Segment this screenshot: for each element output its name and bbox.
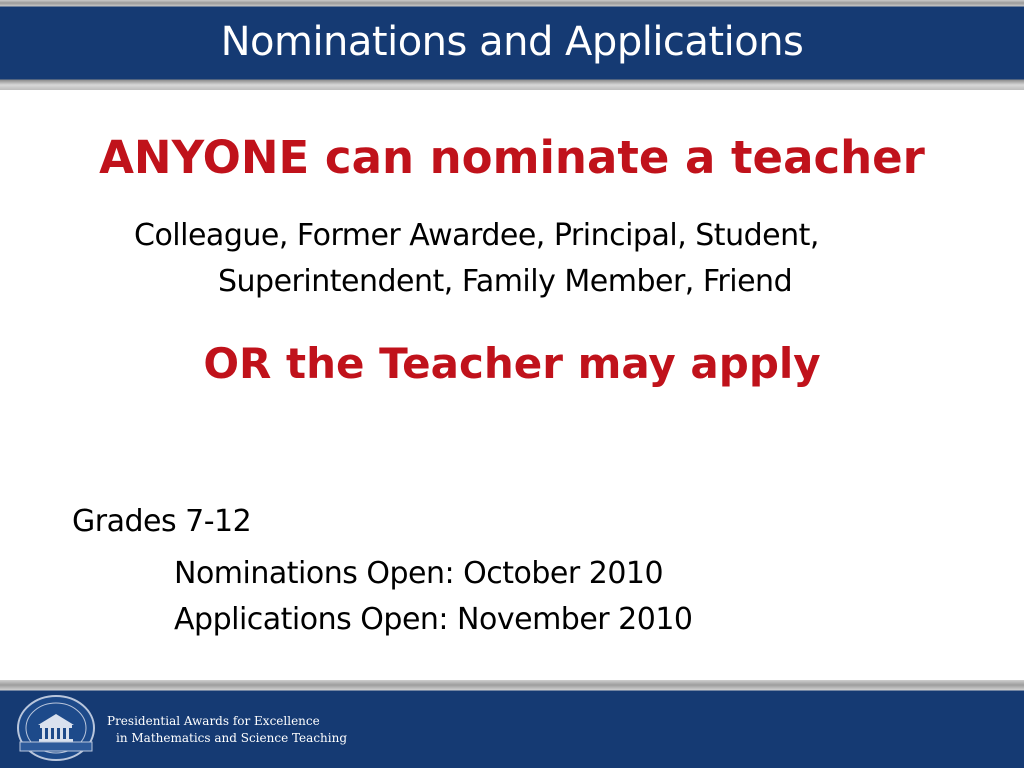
program-name [107, 713, 347, 747]
subheadline: OR the Teacher may apply [203, 339, 821, 388]
nominations-open-date: Nominations Open: October 2010 [174, 556, 664, 591]
applications-open-date: Applications Open: November 2010 [174, 602, 693, 637]
nominators-list [134, 213, 1024, 305]
nominators-line-1: Colleague, Former Awardee, Principal, Student, [134, 218, 819, 253]
nominators-line-2: Superintendent, Family Member, Friend [218, 264, 793, 299]
program-name-line-1: Presidential Awards for Excellence [107, 714, 320, 728]
headline: ANYONE can nominate a teacher [99, 131, 925, 184]
presidential-seal-icon [12, 693, 100, 763]
dates-list [174, 551, 693, 643]
slide-title: Nominations and Applications [220, 19, 804, 65]
program-name-line-2: in Mathematics and Science Teaching [116, 731, 348, 745]
grades-label: Grades 7-12 [72, 504, 252, 539]
